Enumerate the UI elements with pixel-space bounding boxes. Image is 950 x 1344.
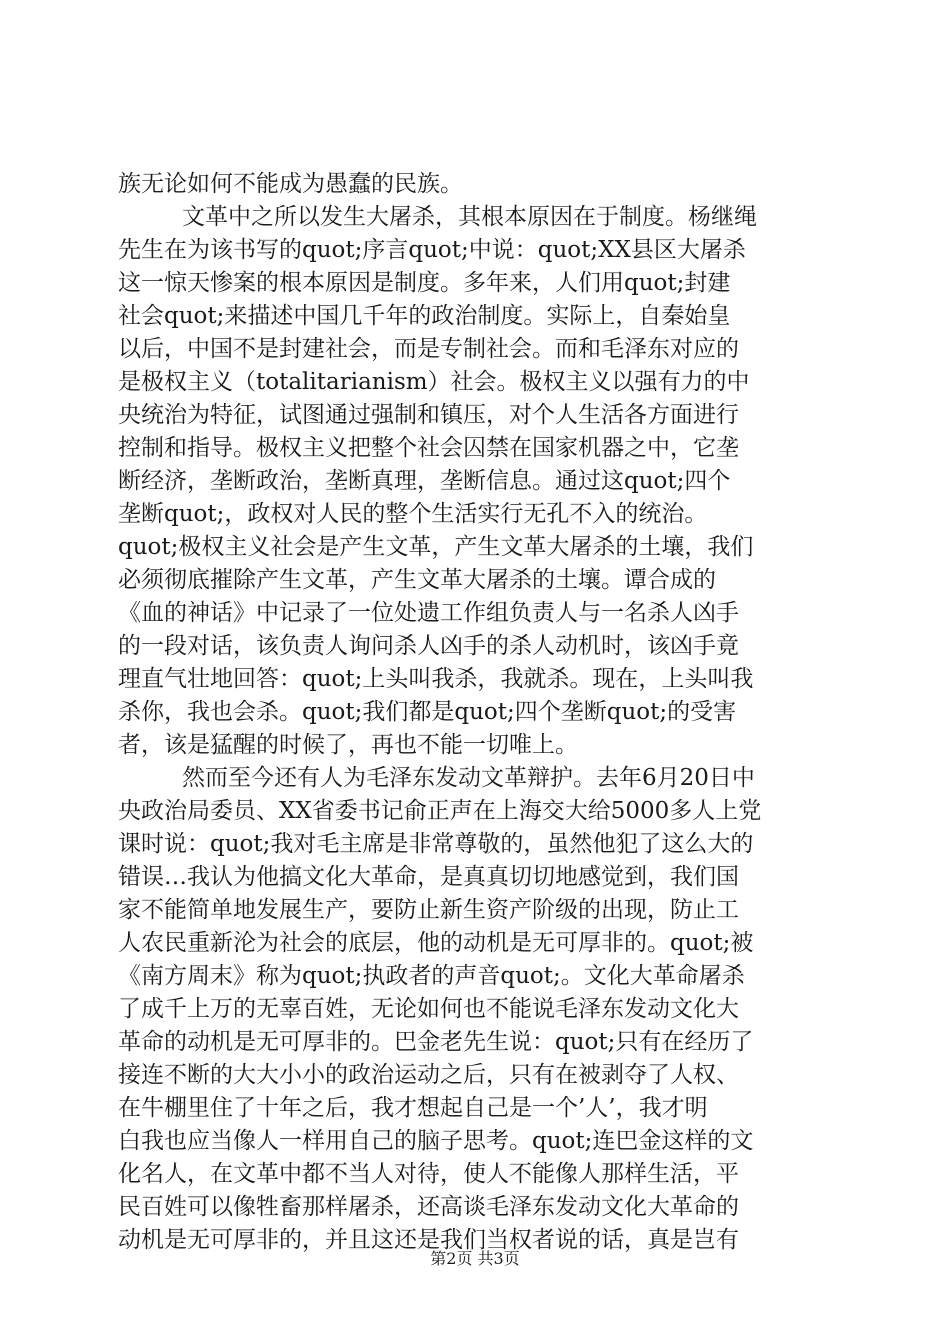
text-line: 白我也应当像人一样用自己的脑子思考。quot;连巴金这样的文: [118, 1128, 754, 1154]
text-line: 化名人，在文革中都不当人对待，使人不能像人那样生活，平: [118, 1161, 739, 1187]
text-line: 族无论如何不能成为愚蠢的民族。: [118, 171, 463, 197]
text-line: 者，该是猛醒的时候了，再也不能一切唯上。: [118, 732, 578, 758]
text-line: 社会quot;来描述中国几千年的政治制度。实际上，自秦始皇: [118, 303, 731, 329]
paragraph-start-line: 然而至今还有人为毛泽东发动文革辩护。去年6月20日中: [182, 765, 755, 791]
text-line: 理直气壮地回答：quot;上头叫我杀，我就杀。现在，上头叫我: [118, 666, 754, 692]
text-line: 接连不断的大大小小的政治运动之后，只有在被剥夺了人权、: [118, 1062, 739, 1088]
text-line: 动机是无可厚非的，并且这还是我们当权者说的话，真是岂有: [118, 1227, 739, 1253]
text-line: 控制和指导。极权主义把整个社会囚禁在国家机器之中，它垄: [118, 435, 739, 461]
paragraph-start-line: 文革中之所以发生大屠杀，其根本原因在于制度。杨继绳: [182, 204, 757, 230]
text-line: 必须彻底摧除产生文革，产生文革大屠杀的土壤。谭合成的: [118, 567, 716, 593]
text-line: 家不能简单地发展生产，要防止新生资产阶级的出现，防止工: [118, 897, 739, 923]
text-line: 《血的神话》中记录了一位处遗工作组负责人与一名杀人凶手: [118, 600, 739, 626]
text-line: 了成千上万的无辜百姓，无论如何也不能说毛泽东发动文化大: [118, 996, 739, 1022]
text-line: 先生在为该书写的quot;序言quot;中说：quot;XX县区大屠杀: [118, 237, 746, 263]
text-line: 断经济，垄断政治，垄断真理，垄断信息。通过这quot;四个: [118, 468, 731, 494]
text-line: 是极权主义（totalitarianism）社会。极权主义以强有力的中: [118, 369, 750, 395]
text-line: 央统治为特征，试图通过强制和镇压，对个人生活各方面进行: [118, 402, 739, 428]
text-line: 这一惊天惨案的根本原因是制度。多年来，人们用quot;封建: [118, 270, 731, 296]
text-line: quot;极权主义社会是产生文革，产生文革大屠杀的土壤，我们: [118, 534, 754, 560]
text-line: 课时说：quot;我对毛主席是非常尊敬的，虽然他犯了这么大的: [118, 831, 754, 857]
text-line: 央政治局委员、XX省委书记俞正声在上海交大给5000多人上党: [118, 798, 762, 824]
text-line: 《南方周末》称为quot;执政者的声音quot;。文化大革命屠杀: [118, 963, 745, 989]
text-line: 革命的动机是无可厚非的。巴金老先生说：quot;只有在经历了: [118, 1029, 754, 1055]
text-line: 垄断quot;，政权对人民的整个生活实行无孔不入的统治。: [118, 501, 708, 527]
text-line: 人农民重新沦为社会的底层，他的动机是无可厚非的。quot;被: [118, 930, 754, 956]
text-line: 的一段对话，该负责人询问杀人凶手的杀人动机时，该凶手竟: [118, 633, 739, 659]
page-number-footer: 第2页 共3页: [430, 1249, 520, 1268]
text-line: 错误…我认为他搞文化大革命，是真真切切地感觉到，我们国: [118, 864, 739, 890]
document-body: [118, 168, 838, 1257]
text-line: 杀你，我也会杀。quot;我们都是quot;四个垄断quot;的受害: [118, 699, 737, 725]
text-line: 民百姓可以像牲畜那样屠杀，还高谈毛泽东发动文化大革命的: [118, 1194, 739, 1220]
text-line: 以后，中国不是封建社会，而是专制社会。而和毛泽东对应的: [118, 336, 739, 362]
text-line: 在牛棚里住了十年之后，我才想起自己是一个’人’，我才明: [118, 1095, 708, 1121]
